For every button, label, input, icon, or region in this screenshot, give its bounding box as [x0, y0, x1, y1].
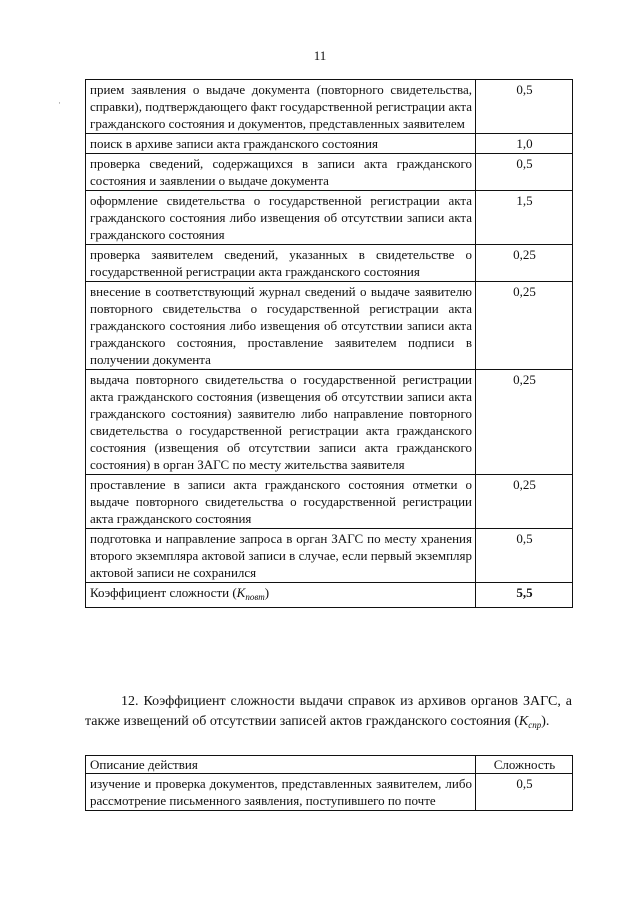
table-row: [86, 154, 573, 191]
table-row: [86, 370, 573, 475]
row-value: 0,25: [476, 282, 573, 370]
row-description: проверка сведений, содержащихся в записи акта гражданского состояния и заявлении о выдаче документа: [86, 154, 476, 191]
action-table-body: [86, 756, 573, 811]
table-row: [86, 529, 573, 583]
table-row: [86, 245, 573, 282]
row-value: 0,25: [476, 245, 573, 282]
row-description: прием заявления о выдаче документа (повторного свидетельства, справки), подтверждающего факт государственной регистрации акта гражданского состояния и документов, представленных заявителем: [86, 80, 476, 134]
table-row: [86, 475, 573, 529]
paragraph-suffix: ).: [541, 714, 550, 729]
row-description: проставление в записи акта гражданского состояния отметки о выдаче повторного свидетельства о государственной регистрации акта гражданского состояния: [86, 475, 476, 529]
total-label-suffix: ): [264, 585, 270, 600]
header-complexity: Сложность: [476, 756, 573, 774]
row-value: 0,5: [476, 154, 573, 191]
row-value: 0,5: [476, 774, 573, 811]
row-description: оформление свидетельства о государственной регистрации акта гражданского состояния либо извещения об отсутствии записи акта гражданского состояния: [86, 191, 476, 245]
paragraph-subscript: спр: [528, 720, 542, 730]
table-row: [86, 282, 573, 370]
row-value: 0,25: [476, 475, 573, 529]
complexity-table-body: [86, 80, 573, 608]
total-subscript: повт: [245, 592, 265, 602]
action-table-header: [86, 756, 573, 774]
row-value: 0,5: [476, 529, 573, 583]
total-value: 5,5: [476, 583, 573, 608]
header-description: Описание действия: [86, 756, 476, 774]
row-description: выдача повторного свидетельства о государственной регистрации акта гражданского состояния (извещения об отсутствии записи акта гражданского состояния) заявителю либо направление повторного свидетельства о государственной регистрации акта гражданского состояния (извещения об отсутствии записи акта гражданского состояния) в орган ЗАГС по месту жительства заявителя: [86, 370, 476, 475]
action-table: [85, 755, 573, 811]
total-label-prefix: Коэффициент сложности (: [90, 585, 237, 600]
complexity-table: [85, 79, 573, 608]
row-description: проверка заявителем сведений, указанных в свидетельстве о государственной регистрации акта гражданского состояния: [86, 245, 476, 282]
row-value: 1,0: [476, 134, 573, 154]
table-row: [86, 80, 573, 134]
row-description: подготовка и направление запроса в орган ЗАГС по месту хранения второго экземпляра актовой записи в случае, если первый экземпляр актовой записи не сохранился: [86, 529, 476, 583]
table-row: [86, 134, 573, 154]
total-label: [86, 583, 476, 608]
row-value: 1,5: [476, 191, 573, 245]
paragraph-symbol: K: [518, 714, 529, 729]
row-value: 0,5: [476, 80, 573, 134]
row-value: 0,25: [476, 370, 573, 475]
margin-mark: ·: [58, 98, 61, 108]
total-symbol: K: [236, 585, 246, 600]
table-row: [86, 774, 573, 811]
row-description: изучение и проверка документов, представленных заявителем, либо рассмотрение письменного заявления, поступившего по почте: [86, 774, 476, 811]
page-number: 11: [313, 48, 327, 63]
table-row: [86, 191, 573, 245]
row-description: внесение в соответствующий журнал сведений о выдаче заявителю повторного свидетельства о государственной регистрации акта гражданского состояния либо извещения об отсутствии записи акта гражданского состояния, проставление заявителем подписи в получении документа: [86, 282, 476, 370]
row-description: поиск в архиве записи акта гражданского состояния: [86, 134, 476, 154]
total-row: [86, 583, 573, 608]
paragraph-text: 12. Коэффициент сложности выдачи справок из архивов органов ЗАГС, а также извещений об отсутствии записей актов гражданского состояния (: [85, 694, 572, 729]
section-paragraph: [85, 692, 572, 735]
